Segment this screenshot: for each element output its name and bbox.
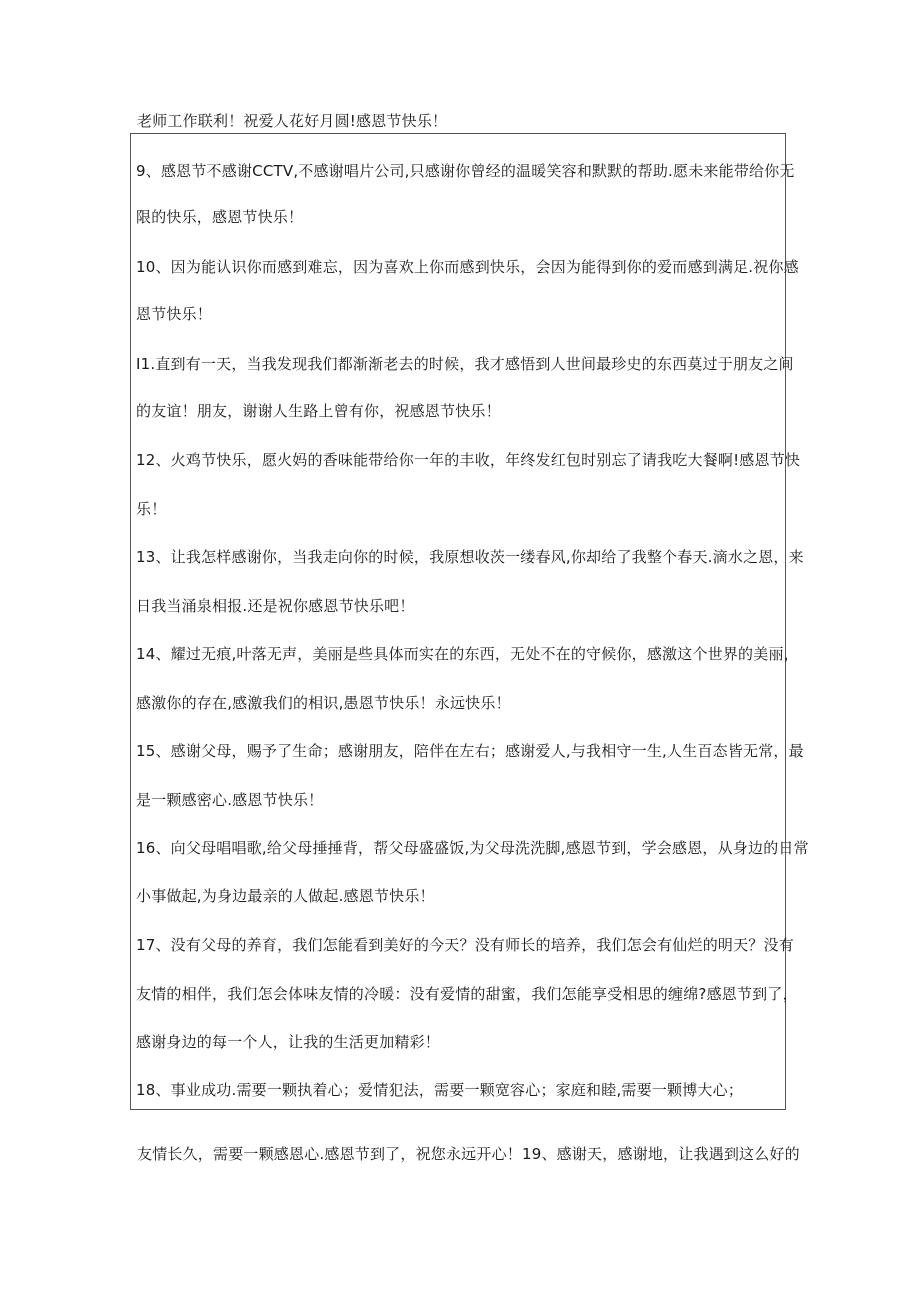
top-text-line: 老师工作联利！祝爱人花好月圆!感恩节快乐！ (137, 112, 448, 130)
box-line-20: 18、事业成功.需要一颗执着心；爱情犯法，需要一颗宽容心；家庭和睦,需要一颗博大心； (136, 1081, 744, 1099)
box-line-14: 是一颗感密心.感恩节快乐！ (136, 791, 324, 809)
box-line-4: 恩节快乐！ (136, 305, 213, 323)
box-line-1: 9、感恩节不感谢CCTV,不感谢唱片公司,只感谢你曾经的温暖笑容和默默的帮助.愿未来能带给你无 (136, 162, 795, 180)
box-line-3: 10、因为能认识你而感到难忘，因为喜欢上你而感到快乐，会因为能得到你的爱而感到满足.祝你感 (136, 258, 799, 276)
box-line-18: 友情的相伴，我们怎会体味友情的冷暖：没有爱情的甜蜜，我们怎能享受相思的缠绵?感恩节到了， (136, 985, 798, 1003)
box-line-15: 16、向父母唱唱歌,给父母捶捶背，帮父母盛盛饭,为父母洗洗脚,感恩节到，学会感恩，从身边的日常 (136, 839, 809, 857)
box-line-19: 感谢身边的每一个人，让我的生活更加精彩！ (136, 1033, 441, 1051)
box-line-9: 13、让我怎样感谢你，当我走向你的时候，我原想收茨一缕春风,你却给了我整个春天.滴水之恩，来 (136, 548, 804, 566)
bordered-text-box (130, 133, 809, 1110)
box-line-10: 日我当涌泉相报.还是祝你感恩节快乐吧！ (136, 597, 415, 615)
box-line-13: 15、感谢父母，赐予了生命；感谢朋友，陪伴在左右；感谢爱人,与我相守一生,人生百态皆无常，最 (136, 742, 804, 760)
box-line-6: 的友谊！朋友，谢谢人生路上曾有你，祝感恩节快乐！ (136, 402, 501, 420)
box-line-5: I1.直到有一天，当我发现我们都渐渐老去的时候，我才感悟到人世间最珍史的东西莫过于朋友之间 (136, 355, 794, 373)
box-line-8: 乐！ (136, 500, 167, 518)
box-line-12: 感激你的存在,感激我们的相识,愚恩节快乐！永远快乐！ (136, 694, 511, 712)
box-line-2: 限的快乐，感恩节快乐！ (136, 208, 304, 226)
box-line-7: 12、火鸡节快乐，愿火妈的香味能带给你一年的丰收，年终发红包时别忘了请我吃大餐啊!感恩节快 (136, 451, 801, 469)
box-line-16: 小事做起,为身边最亲的人做起.感恩节快乐！ (136, 887, 435, 905)
bottom-text-line: 友情长久，需要一颗感恩心.感恩节到了，祝您永远开心！19、感谢天，感谢地，让我遇到这么好的 (137, 1145, 800, 1163)
box-line-17: 17、没有父母的养育，我们怎能看到美好的今天？没有师长的培养，我们怎会有仙烂的明天？没有 (136, 936, 794, 954)
box-line-11: 14、耀过无痕,叶落无声，美丽是些具体而实在的东西，无处不在的守候你，感激这个世界的美丽， (136, 645, 799, 663)
